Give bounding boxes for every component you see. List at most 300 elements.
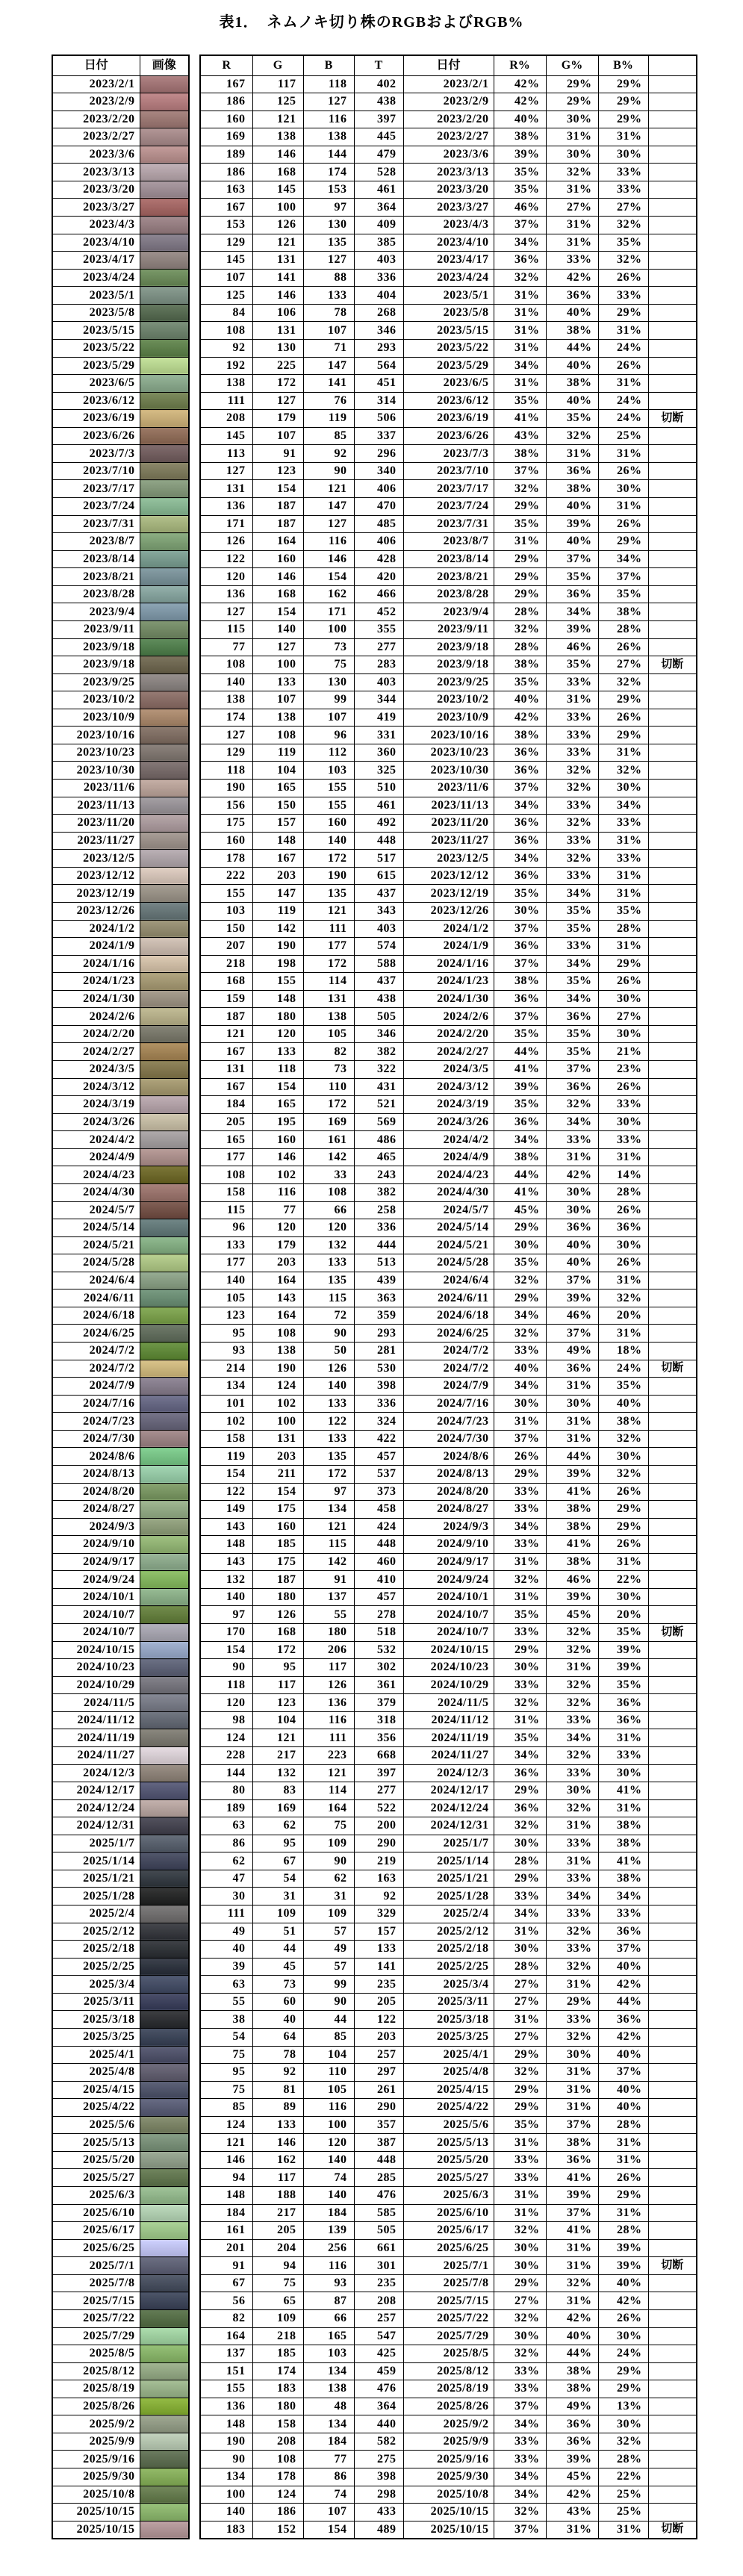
g-value-cell: 130: [252, 339, 303, 357]
note-cell: [648, 2134, 697, 2152]
b-value-cell: 133: [303, 1254, 354, 1272]
g-percent-cell: 36%: [546, 2415, 598, 2433]
b-percent-cell: 26%: [598, 357, 648, 375]
table-row: [200, 199, 697, 217]
r-percent-cell: 35%: [494, 515, 546, 533]
column-header-b: B: [303, 55, 354, 75]
b-percent-cell: 36%: [598, 1923, 648, 1941]
date-cell: 2025/6/25: [403, 2239, 494, 2257]
date-cell: 2025/4/8: [403, 2064, 494, 2082]
r-percent-cell: 34%: [494, 1307, 546, 1325]
g-value-cell: 138: [252, 1343, 303, 1360]
table-row: [52, 533, 189, 551]
note-cell: [648, 620, 697, 638]
b-percent-cell: 30%: [598, 780, 648, 797]
table-row: [200, 2398, 697, 2415]
b-value-cell: 190: [303, 867, 354, 885]
note-cell: [648, 164, 697, 181]
table-row: [52, 199, 189, 217]
r-value-cell: 39: [200, 1958, 252, 1976]
image-thumbnail: [140, 1272, 189, 1289]
t-value-cell: 451: [354, 375, 403, 393]
date-cell: 2025/3/18: [403, 2011, 494, 2029]
r-percent-cell: 36%: [494, 744, 546, 762]
table-row: [52, 1166, 189, 1184]
date-cell: 2023/4/24: [52, 269, 140, 287]
table-row: [52, 620, 189, 638]
g-value-cell: 121: [252, 1729, 303, 1747]
table-row: [52, 1413, 189, 1431]
r-percent-cell: 35%: [494, 2116, 546, 2134]
g-value-cell: 146: [252, 1148, 303, 1166]
b-percent-cell: 30%: [598, 1025, 648, 1043]
r-value-cell: 127: [200, 462, 252, 480]
image-thumbnail: [140, 938, 189, 956]
g-percent-cell: 32%: [546, 1624, 598, 1642]
table-row: [52, 2239, 189, 2257]
image-thumbnail: [140, 673, 189, 691]
r-value-cell: 183: [200, 2521, 252, 2539]
image-thumbnail: [140, 322, 189, 340]
r-value-cell: 167: [200, 1078, 252, 1096]
note-cell: [648, 1236, 697, 1254]
r-percent-cell: 44%: [494, 1043, 546, 1061]
date-cell: 2024/8/6: [52, 1448, 140, 1466]
date-cell: 2025/2/4: [52, 1905, 140, 1923]
date-cell: 2024/11/19: [403, 1729, 494, 1747]
r-percent-cell: 29%: [494, 2046, 546, 2064]
g-value-cell: 187: [252, 498, 303, 516]
date-cell: 2024/9/3: [403, 1518, 494, 1536]
b-percent-cell: 31%: [598, 1799, 648, 1817]
t-value-cell: 452: [354, 603, 403, 621]
image-thumbnail: [140, 2169, 189, 2187]
r-value-cell: 158: [200, 1430, 252, 1448]
t-value-cell: 278: [354, 1606, 403, 1624]
note-cell: [648, 357, 697, 375]
date-cell: 2023/6/12: [403, 392, 494, 410]
g-value-cell: 89: [252, 2099, 303, 2117]
date-cell: 2023/4/10: [403, 234, 494, 252]
t-value-cell: 457: [354, 1448, 403, 1466]
r-value-cell: 85: [200, 2099, 252, 2117]
table-row: [52, 1025, 189, 1043]
table-row: [200, 1430, 697, 1448]
image-thumbnail: [140, 75, 189, 93]
b-value-cell: 206: [303, 1641, 354, 1659]
t-value-cell: 318: [354, 1711, 403, 1729]
image-thumbnail: [140, 2521, 189, 2539]
t-value-cell: 277: [354, 1782, 403, 1800]
g-percent-cell: 34%: [546, 1888, 598, 1905]
image-thumbnail: [140, 780, 189, 797]
g-value-cell: 123: [252, 462, 303, 480]
g-percent-cell: 38%: [546, 480, 598, 498]
table-row: [52, 1043, 189, 1061]
t-value-cell: 506: [354, 410, 403, 428]
g-percent-cell: 36%: [546, 2151, 598, 2169]
b-percent-cell: 26%: [598, 2309, 648, 2327]
image-thumbnail: [140, 1201, 189, 1219]
note-cell: [648, 2169, 697, 2187]
g-value-cell: 164: [252, 1272, 303, 1289]
date-cell: 2023/10/30: [403, 762, 494, 780]
date-cell: 2023/7/3: [52, 445, 140, 463]
r-percent-cell: 38%: [494, 727, 546, 744]
image-thumbnail: [140, 1254, 189, 1272]
date-cell: 2024/12/17: [52, 1782, 140, 1800]
b-percent-cell: 31%: [598, 2151, 648, 2169]
t-value-cell: 419: [354, 709, 403, 727]
g-value-cell: 204: [252, 2239, 303, 2257]
g-value-cell: 211: [252, 1465, 303, 1483]
date-cell: 2023/7/17: [403, 480, 494, 498]
note-cell: [648, 638, 697, 656]
note-cell: [648, 1501, 697, 1519]
g-percent-cell: 31%: [546, 2257, 598, 2275]
r-percent-cell: 45%: [494, 1201, 546, 1219]
date-cell: 2025/9/30: [403, 2468, 494, 2486]
b-percent-cell: 29%: [598, 93, 648, 111]
b-percent-cell: 35%: [598, 902, 648, 920]
b-value-cell: 137: [303, 1588, 354, 1606]
r-percent-cell: 43%: [494, 427, 546, 445]
g-percent-cell: 30%: [546, 2046, 598, 2064]
r-value-cell: 131: [200, 480, 252, 498]
table-row: [52, 2486, 189, 2504]
table-row: [52, 357, 189, 375]
b-value-cell: 33: [303, 1166, 354, 1184]
g-value-cell: 78: [252, 2046, 303, 2064]
r-percent-cell: 29%: [494, 1782, 546, 1800]
g-percent-cell: 32%: [546, 1923, 598, 1941]
g-value-cell: 131: [252, 252, 303, 270]
g-percent-cell: 31%: [546, 1976, 598, 1994]
g-percent-cell: 42%: [546, 2309, 598, 2327]
image-thumbnail: [140, 1448, 189, 1466]
g-percent-cell: 41%: [546, 2169, 598, 2187]
r-value-cell: 98: [200, 1711, 252, 1729]
date-cell: 2023/9/18: [52, 638, 140, 656]
date-cell: 2024/1/16: [52, 955, 140, 973]
date-cell: 2024/5/7: [52, 1201, 140, 1219]
r-percent-cell: 33%: [494, 1501, 546, 1519]
image-thumbnail: [140, 392, 189, 410]
date-cell: 2024/7/23: [52, 1413, 140, 1431]
t-value-cell: 268: [354, 304, 403, 322]
image-thumbnail: [140, 973, 189, 991]
table-row: [52, 2169, 189, 2187]
b-percent-cell: 27%: [598, 199, 648, 217]
date-cell: 2023/6/19: [52, 410, 140, 428]
image-thumbnail: [140, 304, 189, 322]
table-row: [200, 1993, 697, 2011]
table-row: [200, 2486, 697, 2504]
r-percent-cell: 35%: [494, 673, 546, 691]
table-row: [200, 515, 697, 533]
r-percent-cell: 38%: [494, 128, 546, 146]
date-cell: 2024/11/5: [52, 1694, 140, 1712]
table-row: [52, 1588, 189, 1606]
image-thumbnail: [140, 620, 189, 638]
r-percent-cell: 36%: [494, 1799, 546, 1817]
r-value-cell: 40: [200, 1941, 252, 1959]
date-cell: 2024/10/23: [403, 1659, 494, 1677]
g-value-cell: 131: [252, 1430, 303, 1448]
b-percent-cell: 22%: [598, 2468, 648, 2486]
image-thumbnail: [140, 2028, 189, 2046]
r-value-cell: 95: [200, 1325, 252, 1343]
r-percent-cell: 33%: [494, 1888, 546, 1905]
g-value-cell: 154: [252, 480, 303, 498]
note-cell: [648, 1025, 697, 1043]
t-value-cell: 668: [354, 1746, 403, 1764]
image-thumbnail: [140, 252, 189, 270]
r-percent-cell: 29%: [494, 550, 546, 568]
r-percent-cell: 35%: [494, 392, 546, 410]
g-percent-cell: 39%: [546, 515, 598, 533]
r-percent-cell: 29%: [494, 568, 546, 586]
table-row: [52, 832, 189, 850]
image-thumbnail: [140, 1941, 189, 1959]
table-row: [52, 744, 189, 762]
table-row: [200, 797, 697, 815]
note-cell: [648, 234, 697, 252]
table-row: [52, 410, 189, 428]
g-value-cell: 126: [252, 1606, 303, 1624]
image-thumbnail: [140, 1659, 189, 1677]
table-row: [200, 1782, 697, 1800]
g-percent-cell: 34%: [546, 990, 598, 1008]
date-cell: 2024/1/30: [403, 990, 494, 1008]
g-value-cell: 143: [252, 1289, 303, 1307]
image-thumbnail: [140, 1588, 189, 1606]
date-cell: 2024/6/11: [52, 1289, 140, 1307]
t-value-cell: 440: [354, 2415, 403, 2433]
table-row: [52, 2504, 189, 2521]
image-thumbnail: [140, 1483, 189, 1501]
table-row: [52, 1395, 189, 1413]
date-cell: 2024/9/10: [403, 1536, 494, 1554]
table-row: [52, 2274, 189, 2292]
b-value-cell: 138: [303, 128, 354, 146]
date-cell: 2025/3/25: [52, 2028, 140, 2046]
date-cell: 2023/8/21: [52, 568, 140, 586]
g-percent-cell: 40%: [546, 2327, 598, 2345]
note-cell: [648, 1148, 697, 1166]
note-cell: [648, 2187, 697, 2205]
t-value-cell: 355: [354, 620, 403, 638]
date-cell: 2023/4/17: [403, 252, 494, 270]
image-thumbnail: [140, 2222, 189, 2240]
t-value-cell: 343: [354, 902, 403, 920]
column-header-date2: 日付: [403, 55, 494, 75]
t-value-cell: 448: [354, 2151, 403, 2169]
table-header: [200, 55, 697, 75]
b-value-cell: 121: [303, 1518, 354, 1536]
image-thumbnail: [140, 515, 189, 533]
r-percent-cell: 28%: [494, 603, 546, 621]
note-cell: [648, 427, 697, 445]
g-percent-cell: 31%: [546, 1148, 598, 1166]
b-value-cell: 127: [303, 93, 354, 111]
g-percent-cell: 37%: [546, 550, 598, 568]
r-value-cell: 113: [200, 445, 252, 463]
date-cell: 2025/9/30: [52, 2468, 140, 2486]
table-row: [52, 990, 189, 1008]
b-percent-cell: 30%: [598, 2415, 648, 2433]
b-value-cell: 109: [303, 1905, 354, 1923]
r-value-cell: 123: [200, 1307, 252, 1325]
image-thumbnail: [140, 1729, 189, 1747]
table-row: [52, 1641, 189, 1659]
date-cell: 2024/11/12: [403, 1711, 494, 1729]
r-percent-cell: 33%: [494, 2169, 546, 2187]
table-row: [200, 1641, 697, 1659]
note-cell: [648, 1043, 697, 1061]
note-cell: [648, 533, 697, 551]
r-value-cell: 108: [200, 1166, 252, 1184]
b-value-cell: 165: [303, 2327, 354, 2345]
note-cell: [648, 2398, 697, 2415]
table-row: [52, 902, 189, 920]
table-row: [52, 1430, 189, 1448]
r-value-cell: 47: [200, 1870, 252, 1888]
b-value-cell: 155: [303, 780, 354, 797]
r-value-cell: 184: [200, 1096, 252, 1114]
table-row: [200, 850, 697, 868]
b-percent-cell: 33%: [598, 815, 648, 833]
note-cell: [648, 1976, 697, 1994]
r-value-cell: 148: [200, 1536, 252, 1554]
r-value-cell: 80: [200, 1782, 252, 1800]
note-cell: [648, 515, 697, 533]
b-value-cell: 174: [303, 164, 354, 181]
table-row: [200, 2309, 697, 2327]
note-cell: [648, 1888, 697, 1905]
note-cell: [648, 111, 697, 128]
table-row: [52, 2415, 189, 2433]
date-cell: 2025/3/4: [403, 1976, 494, 1994]
image-thumbnail: [140, 2064, 189, 2082]
table-row: [200, 304, 697, 322]
g-value-cell: 100: [252, 199, 303, 217]
table-row: [52, 252, 189, 270]
b-value-cell: 86: [303, 2468, 354, 2486]
note-cell: [648, 1782, 697, 1800]
b-percent-cell: 39%: [598, 2257, 648, 2275]
table-row: [200, 1905, 697, 1923]
image-thumbnail: [140, 269, 189, 287]
r-percent-cell: 30%: [494, 1835, 546, 1852]
r-percent-cell: 37%: [494, 2398, 546, 2415]
b-percent-cell: 29%: [598, 75, 648, 93]
image-thumbnail: [140, 111, 189, 128]
r-value-cell: 124: [200, 1729, 252, 1747]
t-value-cell: 448: [354, 832, 403, 850]
table-row: [200, 568, 697, 586]
b-percent-cell: 28%: [598, 2116, 648, 2134]
g-percent-cell: 31%: [546, 2239, 598, 2257]
date-cell: 2023/11/13: [403, 797, 494, 815]
table-row: [52, 498, 189, 516]
t-value-cell: 459: [354, 2362, 403, 2380]
date-cell: 2025/7/8: [403, 2274, 494, 2292]
table-row: [200, 2239, 697, 2257]
date-cell: 2024/10/15: [52, 1641, 140, 1659]
date-cell: 2025/7/15: [403, 2292, 494, 2310]
b-percent-cell: 35%: [598, 1624, 648, 1642]
table-row: [52, 1799, 189, 1817]
table-row: [200, 1360, 697, 1378]
date-cell: 2024/8/20: [403, 1483, 494, 1501]
b-percent-cell: 35%: [598, 585, 648, 603]
b-percent-cell: 30%: [598, 1113, 648, 1131]
t-value-cell: 588: [354, 955, 403, 973]
t-value-cell: 404: [354, 287, 403, 305]
image-thumbnail: [140, 867, 189, 885]
table-row: [200, 2151, 697, 2169]
table-row: [200, 1799, 697, 1817]
t-value-cell: 505: [354, 2222, 403, 2240]
b-value-cell: 147: [303, 498, 354, 516]
note-cell: [648, 744, 697, 762]
b-percent-cell: 31%: [598, 128, 648, 146]
date-cell: 2024/7/30: [403, 1430, 494, 1448]
image-thumbnail: [140, 1008, 189, 1026]
r-value-cell: 120: [200, 568, 252, 586]
g-value-cell: 126: [252, 217, 303, 234]
image-thumbnail: [140, 1923, 189, 1941]
r-percent-cell: 46%: [494, 199, 546, 217]
date-cell: 2025/8/5: [52, 2345, 140, 2363]
g-percent-cell: 31%: [546, 1378, 598, 1396]
g-percent-cell: 46%: [546, 638, 598, 656]
b-value-cell: 73: [303, 638, 354, 656]
table-row: [200, 1606, 697, 1624]
b-percent-cell: 26%: [598, 709, 648, 727]
date-cell: 2024/3/12: [52, 1078, 140, 1096]
table-row: [200, 375, 697, 393]
t-value-cell: 397: [354, 1764, 403, 1782]
g-value-cell: 124: [252, 1378, 303, 1396]
b-value-cell: 104: [303, 2046, 354, 2064]
date-cell: 2025/6/3: [403, 2187, 494, 2205]
b-value-cell: 55: [303, 1606, 354, 1624]
table-row: [200, 1729, 697, 1747]
r-value-cell: 82: [200, 2309, 252, 2327]
note-cell: [648, 1746, 697, 1764]
r-value-cell: 148: [200, 2187, 252, 2205]
table-row: [200, 550, 697, 568]
table-row: [200, 2504, 697, 2521]
table-row: [200, 2415, 697, 2433]
note-cell: [648, 1941, 697, 1959]
table-row: [200, 1448, 697, 1466]
table-row: [200, 2380, 697, 2398]
image-thumbnail: [140, 410, 189, 428]
date-cell: 2024/4/23: [52, 1166, 140, 1184]
b-value-cell: 116: [303, 2257, 354, 2275]
r-value-cell: 121: [200, 1025, 252, 1043]
r-percent-cell: 28%: [494, 638, 546, 656]
r-value-cell: 160: [200, 832, 252, 850]
image-thumbnail: [140, 2187, 189, 2205]
note-cell: [648, 1553, 697, 1571]
b-value-cell: 140: [303, 2187, 354, 2205]
r-value-cell: 122: [200, 1483, 252, 1501]
date-cell: 2024/3/19: [403, 1096, 494, 1114]
